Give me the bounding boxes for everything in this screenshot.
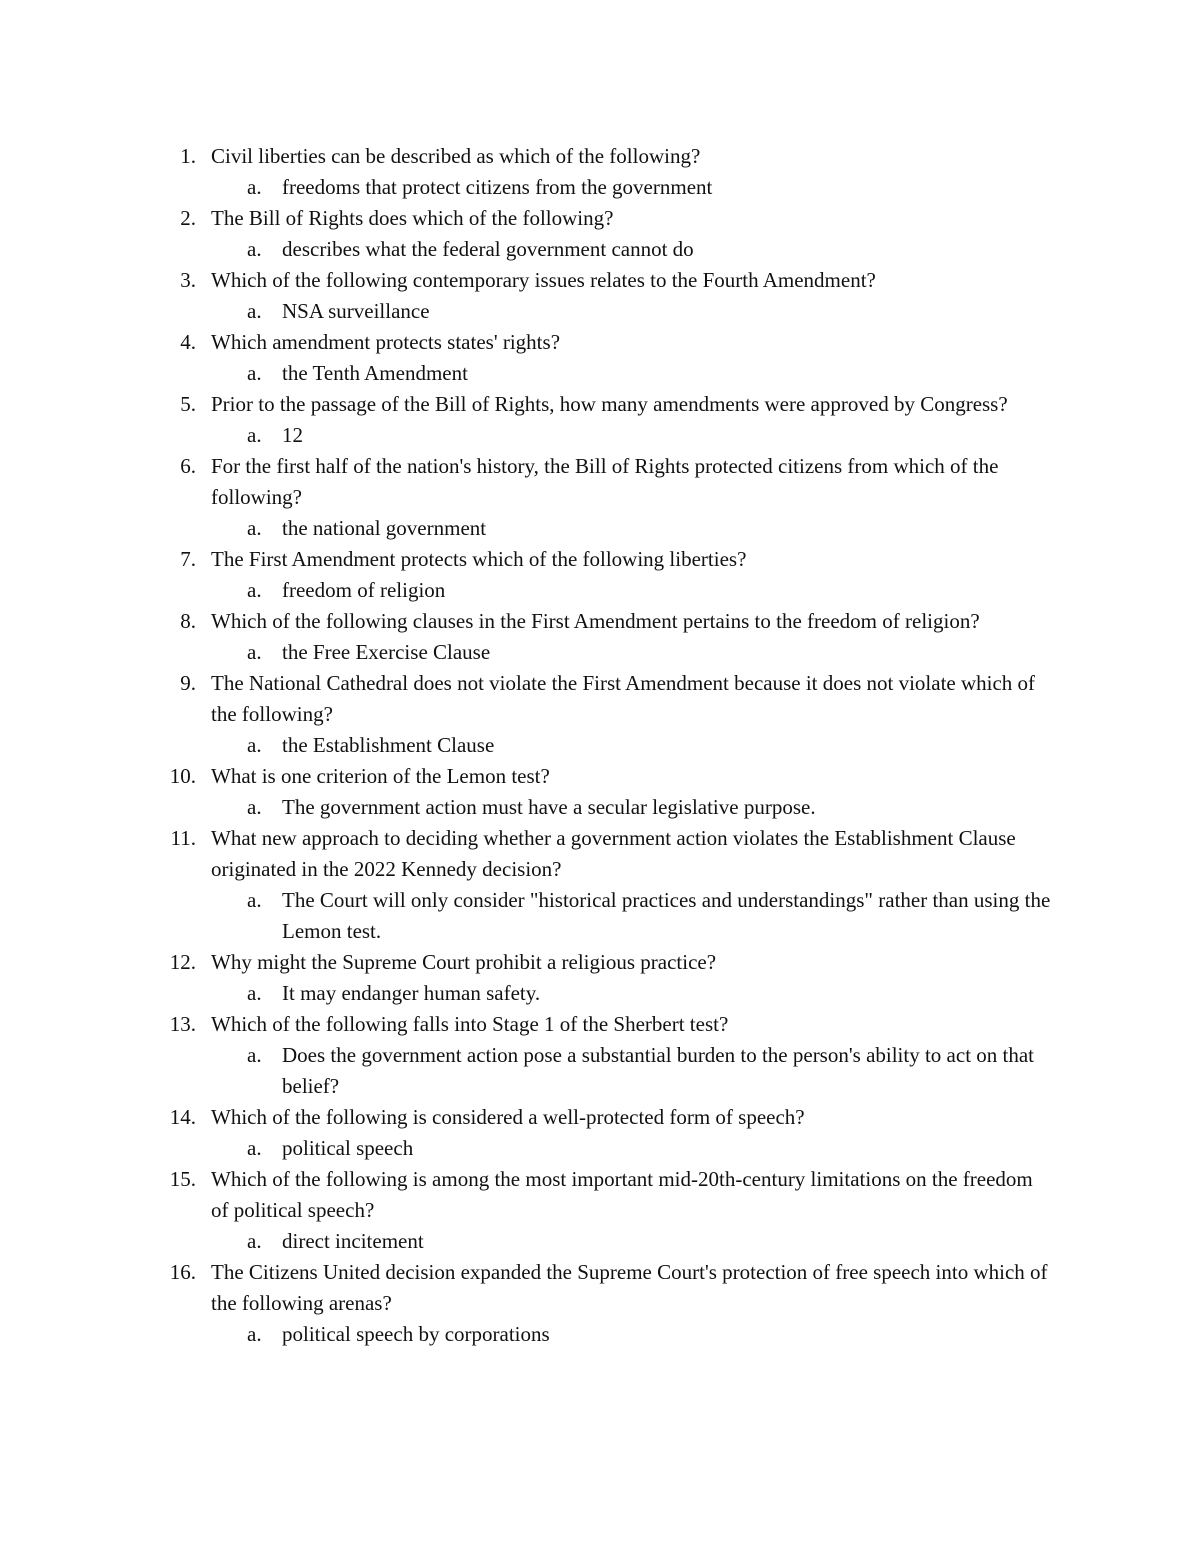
question-item-11 (0, 823, 1200, 947)
answer-letter: a. (247, 733, 262, 757)
question-number: 16. (169, 1260, 196, 1284)
question-item-1 (0, 141, 1200, 203)
answer-text: The Court will only consider "historical practices and understandings" rather than using the Lemon test. (282, 888, 1051, 943)
answer-text: describes what the federal government cannot do (282, 237, 694, 261)
answer-text: freedoms that protect citizens from the government (282, 175, 713, 199)
answer-line (0, 637, 1062, 668)
question-item-12 (0, 947, 1200, 1009)
question-line (0, 947, 1051, 978)
answer-letter: a. (247, 578, 262, 602)
answer-line (0, 1133, 1062, 1164)
answer-letter: a. (247, 423, 262, 447)
question-text: The First Amendment protects which of the following liberties? (211, 547, 747, 571)
answer-letter: a. (247, 299, 262, 323)
answer-text: political speech by corporations (282, 1322, 550, 1346)
question-line (0, 823, 1051, 885)
answer-line (0, 885, 1062, 947)
question-number: 2. (180, 206, 196, 230)
question-text: Which of the following contemporary issues relates to the Fourth Amendment? (211, 268, 876, 292)
answer-text: Does the government action pose a substantial burden to the person's ability to act on that belief? (282, 1043, 1035, 1098)
question-number: 13. (169, 1012, 196, 1036)
question-line (0, 761, 1051, 792)
question-number: 8. (180, 609, 196, 633)
answer-letter: a. (247, 1322, 262, 1346)
question-item-5 (0, 389, 1200, 451)
question-item-15 (0, 1164, 1200, 1257)
answer-text: the Tenth Amendment (282, 361, 468, 385)
question-line (0, 203, 1051, 234)
question-text: Which of the following is considered a well-protected form of speech? (211, 1105, 805, 1129)
question-text: What new approach to deciding whether a government action violates the Establishment Clause originated in the 2022 Kennedy decision? (211, 826, 1016, 881)
answer-letter: a. (247, 1043, 262, 1067)
question-item-8 (0, 606, 1200, 668)
answer-line (0, 234, 1062, 265)
answer-text: It may endanger human safety. (282, 981, 541, 1005)
answer-letter: a. (247, 1229, 262, 1253)
question-item-6 (0, 451, 1200, 544)
answer-text: The government action must have a secular legislative purpose. (282, 795, 816, 819)
answer-line (0, 978, 1062, 1009)
question-text: For the first half of the nation's history, the Bill of Rights protected citizens from which of the following? (211, 454, 999, 509)
answer-letter: a. (247, 175, 262, 199)
question-line (0, 1164, 1051, 1226)
question-text: The Citizens United decision expanded the Supreme Court's protection of free speech into which of the following arenas? (211, 1260, 1048, 1315)
question-line (0, 668, 1051, 730)
question-text: The Bill of Rights does which of the following? (211, 206, 614, 230)
question-line (0, 1009, 1051, 1040)
question-text: What is one criterion of the Lemon test? (211, 764, 550, 788)
question-item-2 (0, 203, 1200, 265)
question-item-9 (0, 668, 1200, 761)
question-number: 4. (180, 330, 196, 354)
question-text: Which of the following falls into Stage 1 of the Sherbert test? (211, 1012, 729, 1036)
answer-text: the Establishment Clause (282, 733, 495, 757)
question-number: 6. (180, 454, 196, 478)
answer-line (0, 1040, 1062, 1102)
answer-letter: a. (247, 981, 262, 1005)
question-line (0, 606, 1051, 637)
question-number: 5. (180, 392, 196, 416)
answer-line (0, 730, 1062, 761)
question-line (0, 544, 1051, 575)
question-item-4 (0, 327, 1200, 389)
question-number: 15. (169, 1167, 196, 1191)
answer-text: 12 (282, 423, 303, 447)
answer-line (0, 296, 1062, 327)
answer-line (0, 358, 1062, 389)
question-number: 12. (169, 950, 196, 974)
answer-letter: a. (247, 888, 262, 912)
question-line (0, 1257, 1051, 1319)
question-line (0, 141, 1051, 172)
answer-line (0, 1319, 1062, 1350)
answer-line (0, 513, 1062, 544)
answer-letter: a. (247, 237, 262, 261)
question-number: 3. (180, 268, 196, 292)
question-text: Which of the following clauses in the First Amendment pertains to the freedom of religion? (211, 609, 980, 633)
question-text: The National Cathedral does not violate the First Amendment because it does not violate which of the following? (211, 671, 1036, 726)
question-number: 14. (169, 1105, 196, 1129)
answer-letter: a. (247, 795, 262, 819)
question-number: 9. (180, 671, 196, 695)
question-item-3 (0, 265, 1200, 327)
answer-text: NSA surveillance (282, 299, 430, 323)
answer-line (0, 172, 1062, 203)
question-line (0, 389, 1051, 420)
answer-letter: a. (247, 1136, 262, 1160)
answer-letter: a. (247, 516, 262, 540)
answer-text: the Free Exercise Clause (282, 640, 491, 664)
question-number: 1. (180, 144, 196, 168)
question-text: Which of the following is among the most important mid-20th-century limitations on the freedom of political speech? (211, 1167, 1033, 1222)
question-text: Why might the Supreme Court prohibit a religious practice? (211, 950, 717, 974)
question-number: 7. (180, 547, 196, 571)
question-list (0, 141, 1200, 1350)
question-item-13 (0, 1009, 1200, 1102)
answer-text: direct incitement (282, 1229, 424, 1253)
question-text: Prior to the passage of the Bill of Rights, how many amendments were approved by Congress? (211, 392, 1008, 416)
answer-line (0, 1226, 1062, 1257)
question-item-14 (0, 1102, 1200, 1164)
question-item-16 (0, 1257, 1200, 1350)
question-line (0, 451, 1051, 513)
question-text: Civil liberties can be described as which of the following? (211, 144, 701, 168)
answer-letter: a. (247, 640, 262, 664)
answer-line (0, 792, 1062, 823)
question-text: Which amendment protects states' rights? (211, 330, 561, 354)
question-item-7 (0, 544, 1200, 606)
answer-line (0, 420, 1062, 451)
question-number: 11. (170, 826, 196, 850)
answer-text: the national government (282, 516, 487, 540)
question-item-10 (0, 761, 1200, 823)
question-line (0, 327, 1051, 358)
answer-text: political speech (282, 1136, 414, 1160)
question-line (0, 1102, 1051, 1133)
answer-letter: a. (247, 361, 262, 385)
question-line (0, 265, 1051, 296)
answer-text: freedom of religion (282, 578, 446, 602)
answer-line (0, 575, 1062, 606)
question-number: 10. (169, 764, 196, 788)
